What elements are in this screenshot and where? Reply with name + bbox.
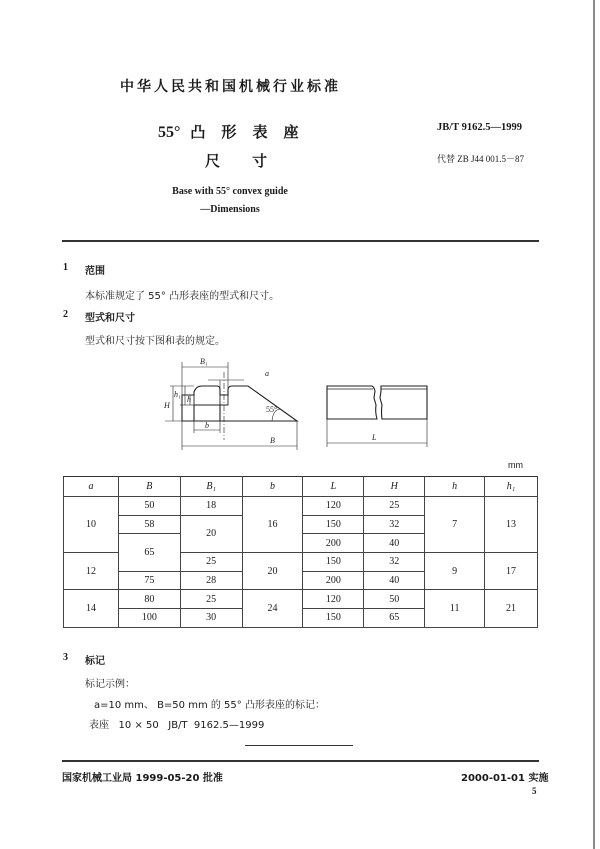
cell-b: 24 <box>242 590 303 627</box>
section-title: 范围 <box>85 266 105 277</box>
unit-label: mm <box>508 460 523 470</box>
title-char: 形 <box>221 123 239 141</box>
label-b: b <box>205 421 209 430</box>
standard-code: JB/T 9162.5—1999 <box>437 122 522 133</box>
dimensions-table <box>63 476 538 628</box>
cell-L: 200 <box>303 571 364 590</box>
section-body: 标记示例： <box>85 679 135 690</box>
cell-L: 150 <box>303 553 364 572</box>
cell-B1: 18 <box>180 497 242 516</box>
replaces-standard: 代替 ZB J44 001.5－87 <box>437 154 525 164</box>
cell-L: 150 <box>303 609 364 628</box>
cell-b: 16 <box>242 497 303 553</box>
header-L: L <box>303 477 364 497</box>
cell-B1: 30 <box>180 609 242 628</box>
document-title <box>158 121 314 142</box>
cell-B: 58 <box>118 515 180 534</box>
header-h: h <box>425 477 485 497</box>
cell-a: 12 <box>64 553 119 590</box>
cell-H: 50 <box>364 590 425 609</box>
cell-B: 80 <box>118 590 180 609</box>
english-title-line2: —Dimensions <box>200 204 260 215</box>
cell-h: 9 <box>425 553 485 590</box>
side-view-figure <box>320 380 450 460</box>
cell-a: 14 <box>64 590 119 627</box>
section-number: 3 <box>63 652 68 663</box>
english-title-line1: Base with 55° convex guide <box>172 186 288 197</box>
cell-B: 75 <box>118 571 180 590</box>
header-B: B <box>118 477 180 497</box>
cell-B1: 28 <box>180 571 242 590</box>
cell-H: 32 <box>364 553 425 572</box>
title-angle: 55° <box>158 124 181 141</box>
cell-L: 120 <box>303 590 364 609</box>
page-number: 5 <box>532 786 537 796</box>
label-H: H <box>164 401 170 410</box>
cell-H: 25 <box>364 497 425 516</box>
label-a: a <box>265 369 269 378</box>
label-L: L <box>372 433 377 442</box>
label-angle: 55° <box>266 405 278 414</box>
effective-date: 2000-01-01 实施 <box>461 773 549 784</box>
cell-B: 50 <box>118 497 180 516</box>
title-char: 凸 <box>190 123 208 141</box>
cell-B1: 25 <box>180 553 242 572</box>
section-number: 2 <box>63 309 68 320</box>
label-B1: B₁ <box>200 357 208 366</box>
cell-L: 200 <box>303 534 364 553</box>
cell-B: 100 <box>118 609 180 628</box>
section-body: 型式和尺寸按下图和表的规定。 <box>85 336 225 347</box>
section-title: 型式和尺寸 <box>85 313 135 324</box>
marking-example: 表座 10 × 50 JB/T 9162.5—1999 <box>89 720 265 731</box>
table-row <box>64 497 538 516</box>
label-h1: h₁ <box>174 390 181 399</box>
cell-a: 10 <box>64 497 119 553</box>
table-header-row <box>64 477 538 497</box>
cell-B1: 25 <box>180 590 242 609</box>
approval-info: 国家机械工业局 1999-05-20 批准 <box>62 773 223 784</box>
header-divider <box>62 240 539 242</box>
cell-h: 7 <box>425 497 485 553</box>
title-char: 表 <box>252 123 270 141</box>
cell-L: 120 <box>303 497 364 516</box>
cell-h1: 21 <box>485 590 538 627</box>
section-number: 1 <box>63 262 68 273</box>
cell-L: 150 <box>303 515 364 534</box>
header-b: b <box>242 477 303 497</box>
document-subtitle: 尺寸 <box>205 152 300 170</box>
table-row <box>64 590 538 609</box>
cell-H: 40 <box>364 534 425 553</box>
header-H: H <box>364 477 425 497</box>
org-title: 中华人民共和国机械行业标准 <box>120 79 341 95</box>
cell-B1: 20 <box>180 515 242 552</box>
cell-B: 65 <box>118 534 180 571</box>
english-title <box>140 183 320 219</box>
section-title: 标记 <box>85 656 105 667</box>
cell-H: 65 <box>364 609 425 628</box>
cell-h1: 13 <box>485 497 538 553</box>
cell-h: 11 <box>425 590 485 627</box>
label-h: h <box>187 395 191 404</box>
footer-divider <box>62 760 539 762</box>
marking-example-description: a=10 mm、 B=50 mm 的 55° 凸形表座的标记： <box>94 700 325 711</box>
label-B: B <box>270 436 275 445</box>
cell-H: 32 <box>364 515 425 534</box>
header-h1: h₁ <box>485 477 538 497</box>
header-B1: B₁ <box>180 477 242 497</box>
cross-section-figure <box>160 350 310 460</box>
cell-h1: 17 <box>485 553 538 590</box>
title-char: 座 <box>283 123 301 141</box>
end-rule <box>245 745 353 746</box>
cell-b: 20 <box>242 553 303 590</box>
cell-H: 40 <box>364 571 425 590</box>
header-a: a <box>64 477 119 497</box>
scan-border <box>593 0 595 849</box>
section-body: 本标准规定了 55° 凸形表座的型式和尺寸。 <box>85 291 280 302</box>
